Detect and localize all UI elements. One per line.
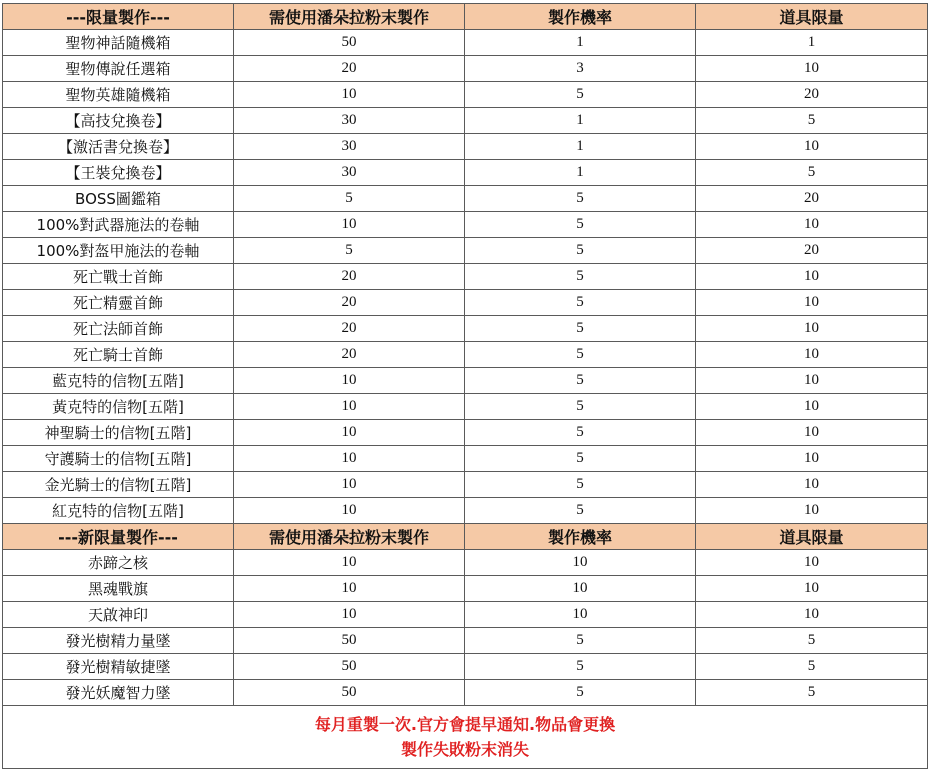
cell-item-limit: 5 [696, 160, 928, 186]
crafting-table-body [3, 4, 928, 769]
note-monthly-reset: 每月重製一次.官方會提早通知.物品會更換 [314, 715, 616, 734]
cell-item-name: 神聖騎士的信物[五階] [3, 420, 234, 446]
cell-item-limit: 10 [696, 316, 928, 342]
cell-craft-rate: 1 [465, 108, 696, 134]
cell-item-limit: 20 [696, 238, 928, 264]
cell-item-name: 死亡騎士首飾 [3, 342, 234, 368]
cell-item-name: 黑魂戰旗 [3, 576, 234, 602]
cell-powder-cost: 20 [234, 56, 465, 82]
table-row [3, 680, 928, 706]
cell-craft-rate: 1 [465, 134, 696, 160]
cell-item-limit: 5 [696, 680, 928, 706]
cell-craft-rate: 5 [465, 82, 696, 108]
cell-powder-cost: 50 [234, 680, 465, 706]
column-header-item-name: ---限量製作--- [3, 4, 234, 30]
cell-craft-rate: 5 [465, 212, 696, 238]
table-row [3, 186, 928, 212]
cell-powder-cost: 20 [234, 342, 465, 368]
cell-item-name: 【王裝兌換卷】 [3, 160, 234, 186]
table-row [3, 264, 928, 290]
table-row [3, 472, 928, 498]
cell-item-limit: 5 [696, 654, 928, 680]
table-row [3, 550, 928, 576]
cell-item-limit: 5 [696, 108, 928, 134]
cell-item-limit: 10 [696, 342, 928, 368]
footer-notes-cell [3, 706, 928, 769]
cell-craft-rate: 5 [465, 394, 696, 420]
cell-powder-cost: 10 [234, 472, 465, 498]
cell-item-limit: 1 [696, 30, 928, 56]
cell-craft-rate: 3 [465, 56, 696, 82]
cell-powder-cost: 10 [234, 394, 465, 420]
table-row [3, 316, 928, 342]
cell-powder-cost: 30 [234, 108, 465, 134]
cell-item-limit: 10 [696, 550, 928, 576]
cell-item-limit: 20 [696, 186, 928, 212]
cell-craft-rate: 5 [465, 654, 696, 680]
cell-item-name: 死亡戰士首飾 [3, 264, 234, 290]
cell-powder-cost: 10 [234, 576, 465, 602]
cell-item-limit: 10 [696, 134, 928, 160]
cell-craft-rate: 1 [465, 30, 696, 56]
cell-craft-rate: 5 [465, 628, 696, 654]
column-header-item-limit: 道具限量 [696, 524, 928, 550]
cell-item-limit: 20 [696, 82, 928, 108]
cell-item-name: 天啟神印 [3, 602, 234, 628]
cell-powder-cost: 10 [234, 368, 465, 394]
cell-craft-rate: 1 [465, 160, 696, 186]
cell-item-limit: 5 [696, 628, 928, 654]
cell-item-name: 100%對盔甲施法的卷軸 [3, 238, 234, 264]
cell-craft-rate: 5 [465, 680, 696, 706]
cell-powder-cost: 20 [234, 316, 465, 342]
cell-craft-rate: 5 [465, 186, 696, 212]
cell-item-limit: 10 [696, 420, 928, 446]
cell-powder-cost: 10 [234, 82, 465, 108]
cell-item-name: 聖物傳說任選箱 [3, 56, 234, 82]
cell-powder-cost: 10 [234, 212, 465, 238]
cell-item-name: 死亡法師首飾 [3, 316, 234, 342]
table-row [3, 576, 928, 602]
cell-powder-cost: 10 [234, 420, 465, 446]
table-row [3, 160, 928, 186]
column-header-powder-cost: 需使用潘朵拉粉末製作 [234, 524, 465, 550]
table-row [3, 82, 928, 108]
cell-item-name: 死亡精靈首飾 [3, 290, 234, 316]
cell-craft-rate: 5 [465, 498, 696, 524]
cell-craft-rate: 10 [465, 550, 696, 576]
cell-craft-rate: 5 [465, 290, 696, 316]
column-header-powder-cost: 需使用潘朵拉粉末製作 [234, 4, 465, 30]
cell-item-limit: 10 [696, 602, 928, 628]
cell-craft-rate: 5 [465, 368, 696, 394]
column-header-craft-rate: 製作機率 [465, 4, 696, 30]
cell-powder-cost: 20 [234, 264, 465, 290]
cell-item-limit: 10 [696, 394, 928, 420]
cell-item-limit: 10 [696, 290, 928, 316]
cell-item-name: 藍克特的信物[五階] [3, 368, 234, 394]
section1-header-row [3, 4, 928, 30]
table-row [3, 342, 928, 368]
column-header-craft-rate: 製作機率 [465, 524, 696, 550]
cell-item-limit: 10 [696, 264, 928, 290]
cell-item-name: 發光樹精力量墜 [3, 628, 234, 654]
table-row [3, 56, 928, 82]
cell-item-name: 守護騎士的信物[五階] [3, 446, 234, 472]
cell-item-limit: 10 [696, 446, 928, 472]
cell-powder-cost: 30 [234, 134, 465, 160]
table-row [3, 108, 928, 134]
cell-item-limit: 10 [696, 56, 928, 82]
cell-powder-cost: 50 [234, 628, 465, 654]
table-row [3, 394, 928, 420]
cell-item-name: 發光樹精敏捷墜 [3, 654, 234, 680]
cell-powder-cost: 50 [234, 30, 465, 56]
cell-item-name: 黃克特的信物[五階] [3, 394, 234, 420]
cell-craft-rate: 5 [465, 238, 696, 264]
column-header-item-limit: 道具限量 [696, 4, 928, 30]
cell-craft-rate: 10 [465, 576, 696, 602]
cell-craft-rate: 5 [465, 316, 696, 342]
table-row [3, 30, 928, 56]
table-row [3, 420, 928, 446]
note-failure-loss: 製作失敗粉末消失 [400, 740, 529, 759]
table-row [3, 134, 928, 160]
cell-craft-rate: 5 [465, 264, 696, 290]
cell-craft-rate: 10 [465, 602, 696, 628]
cell-item-name: 金光騎士的信物[五階] [3, 472, 234, 498]
cell-powder-cost: 5 [234, 186, 465, 212]
cell-item-name: BOSS圖鑑箱 [3, 186, 234, 212]
cell-item-limit: 10 [696, 368, 928, 394]
cell-craft-rate: 5 [465, 472, 696, 498]
cell-powder-cost: 5 [234, 238, 465, 264]
table-row [3, 290, 928, 316]
crafting-table [2, 3, 928, 769]
table-row [3, 628, 928, 654]
cell-item-name: 100%對武器施法的卷軸 [3, 212, 234, 238]
cell-item-limit: 10 [696, 212, 928, 238]
cell-craft-rate: 5 [465, 420, 696, 446]
cell-item-name: 【激活書兌換卷】 [3, 134, 234, 160]
cell-powder-cost: 30 [234, 160, 465, 186]
cell-item-name: 赤蹄之核 [3, 550, 234, 576]
cell-item-limit: 10 [696, 576, 928, 602]
cell-powder-cost: 10 [234, 602, 465, 628]
cell-item-name: 發光妖魔智力墜 [3, 680, 234, 706]
cell-craft-rate: 5 [465, 342, 696, 368]
cell-item-name: 聖物神話隨機箱 [3, 30, 234, 56]
table-row [3, 238, 928, 264]
cell-item-limit: 10 [696, 472, 928, 498]
cell-item-name: 紅克特的信物[五階] [3, 498, 234, 524]
table-row [3, 368, 928, 394]
cell-item-name: 聖物英雄隨機箱 [3, 82, 234, 108]
cell-powder-cost: 50 [234, 654, 465, 680]
table-row [3, 498, 928, 524]
cell-item-limit: 10 [696, 498, 928, 524]
table-row [3, 212, 928, 238]
cell-powder-cost: 10 [234, 550, 465, 576]
table-row [3, 602, 928, 628]
table-row [3, 446, 928, 472]
column-header-item-name: ---新限量製作--- [3, 524, 234, 550]
section2-header-row [3, 524, 928, 550]
cell-powder-cost: 10 [234, 446, 465, 472]
footer-notes [3, 706, 928, 769]
cell-powder-cost: 20 [234, 290, 465, 316]
cell-item-name: 【高技兌換卷】 [3, 108, 234, 134]
cell-powder-cost: 10 [234, 498, 465, 524]
cell-craft-rate: 5 [465, 446, 696, 472]
table-row [3, 654, 928, 680]
